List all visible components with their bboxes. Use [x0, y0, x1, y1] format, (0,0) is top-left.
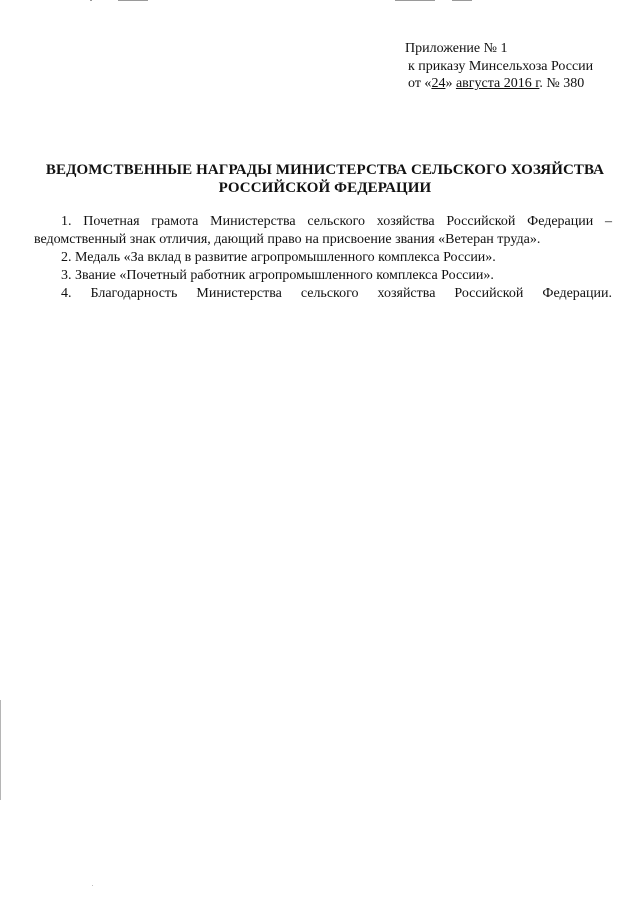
award-item-4: 4. Благодарность Министерства сельского хозяйства Российской Федерации.	[61, 286, 612, 301]
award-item-3: 3. Звание «Почетный работник агропромышленного комплекса России».	[61, 268, 494, 283]
appendix-order-reference: к приказу Минсельхоза России	[408, 58, 594, 74]
scan-left-edge-artifact	[0, 700, 1, 800]
awards-list	[34, 213, 612, 303]
appendix-order-date: от «24» августа 2016 г. № 380	[408, 76, 585, 91]
order-day: 24	[431, 76, 446, 91]
award-item-2: 2. Медаль «За вклад в развитие агропромышленного комплекса России».	[61, 250, 496, 265]
appendix-header	[405, 40, 593, 93]
document-heading	[30, 161, 620, 197]
scan-top-edge-artifacts	[0, 0, 640, 6]
appendix-title: Приложение № 1	[405, 41, 508, 56]
heading-line-1: ВЕДОМСТВЕННЫЕ НАГРАДЫ МИНИСТЕРСТВА СЕЛЬСКОГО ХОЗЯЙСТВА	[45, 162, 605, 178]
award-item-1: 1. Почетная грамота Министерства сельского хозяйства Российской Федерации – ведомственный знак отличия, дающий право на присвоение звания «Ветеран труда».	[34, 214, 612, 247]
order-month-year: августа 2016 г	[455, 76, 540, 91]
heading-line-2: РОССИЙСКОЙ ФЕДЕРАЦИИ	[218, 180, 432, 196]
scan-dust-mark	[92, 885, 93, 886]
